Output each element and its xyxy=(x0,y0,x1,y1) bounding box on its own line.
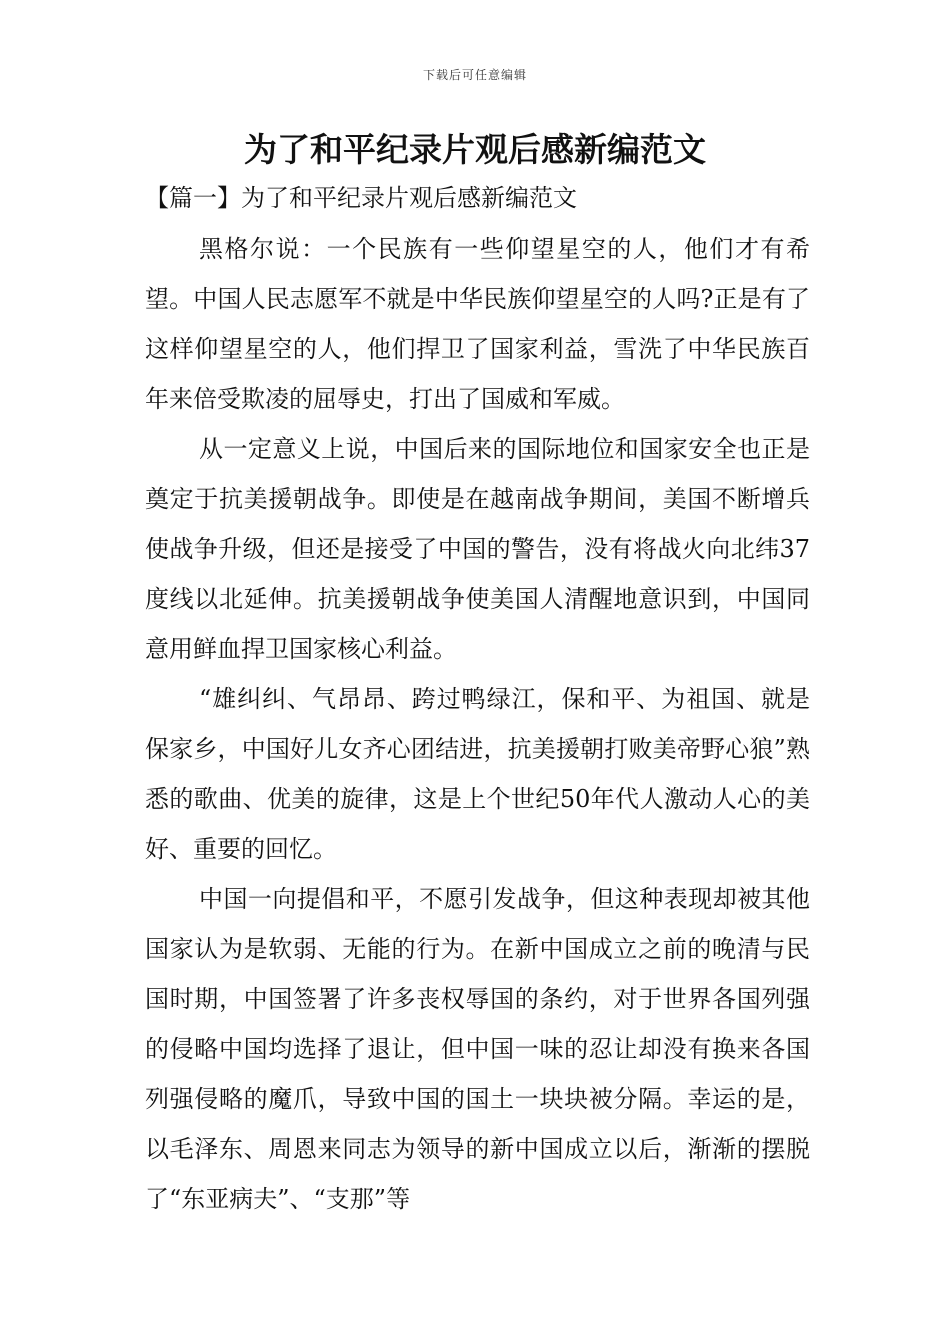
paragraph-1: 黑格尔说：一个民族有一些仰望星空的人，他们才有希望。中国人民志愿军不就是中华民族仰望星空的人吗?正是有了这样仰望星空的人，他们捍卫了国家利益，雪洗了中华民族百年来倍受欺凌的屈辱史，打出了国威和军威。 xyxy=(145,235,810,413)
section-heading: 【篇一】为了和平纪录片观后感新编范文 xyxy=(145,184,577,212)
paragraph-4: 中国一向提倡和平，不愿引发战争，但这种表现却被其他国家认为是软弱、无能的行为。在新中国成立之前的晚清与民国时期，中国签署了许多丧权辱国的条约，对于世界各国列强的侵略中国均选择了退让，但中国一味的忍让却没有换来各国列强侵略的魔爪，导致中国的国土一块块被分隔。幸运的是，以毛泽东、周恩来同志为领导的新中国成立以后，渐渐的摆脱了“东亚病夫”、“支那”等 xyxy=(145,885,810,1213)
document-title: 为了和平纪录片观后感新编范文 xyxy=(244,130,706,169)
body-text xyxy=(145,224,810,1224)
paragraph-2: 从一定意义上说，中国后来的国际地位和国家安全也正是奠定于抗美援朝战争。即使是在越南战争期间，美国不断增兵使战争升级，但还是接受了中国的警告，没有将战火向北纬37度线以北延伸。抗美援朝战争使美国人清醒地意识到，中国同意用鲜血捍卫国家核心利益。 xyxy=(145,435,810,663)
paragraph-3: “雄纠纠、气昂昂、跨过鸭绿江，保和平、为祖国、就是保家乡，中国好儿女齐心团结进，抗美援朝打败美帝野心狼”熟悉的歌曲、优美的旋律，这是上个世纪50年代人激动人心的美好、重要的回忆。 xyxy=(145,685,810,863)
header-note: 下载后可任意编辑 xyxy=(422,68,527,82)
